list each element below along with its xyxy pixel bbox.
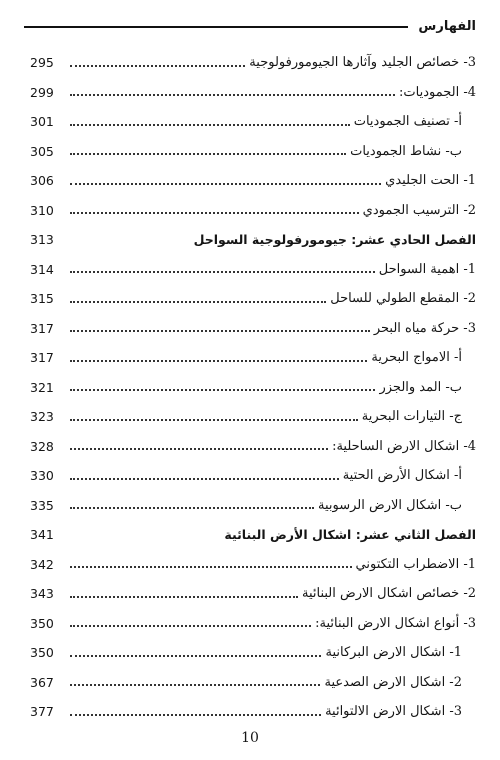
toc-entry — [30, 668, 476, 698]
toc-entry-label: 1- الحت الجليدي — [385, 173, 476, 189]
toc-entry — [30, 638, 476, 668]
toc-entry-label: ب- نشاط الجموديات — [350, 143, 462, 159]
toc-page-number: 330 — [30, 468, 54, 484]
dot-leader — [70, 271, 375, 273]
toc-entry-label: 2- اشكال الارض الصدعية — [324, 674, 462, 690]
dot-leader — [70, 596, 298, 598]
toc-entry — [30, 402, 476, 432]
dot-leader — [70, 330, 370, 332]
dot-leader — [70, 153, 346, 155]
toc-entry — [30, 137, 476, 167]
toc-entry-label: 4- اشكال الارض الساحلية: — [332, 438, 476, 454]
dot-leader — [70, 566, 352, 568]
toc-page-number: 341 — [30, 527, 54, 543]
dot-leader — [70, 124, 350, 126]
running-header — [24, 14, 476, 38]
toc-entry-label: 1- اهمية السواحل — [378, 261, 476, 277]
page-number: 10 — [241, 730, 259, 746]
toc-page-number: 295 — [30, 55, 54, 71]
toc-entry — [30, 432, 476, 462]
chapter-heading — [30, 520, 476, 550]
toc-page-number: 305 — [30, 143, 54, 159]
dot-leader — [70, 301, 326, 303]
dot-leader — [70, 389, 375, 391]
dot-leader — [70, 183, 381, 185]
dot-leader — [70, 684, 320, 686]
toc-entry-label: 4- الجموديات: — [399, 84, 476, 100]
toc-page-number: 317 — [30, 350, 54, 366]
toc-entry — [30, 78, 476, 108]
toc-page-number: 323 — [30, 409, 54, 425]
dot-leader — [70, 448, 328, 450]
toc-entry — [30, 314, 476, 344]
toc-entry-label: 3- أنواع اشكال الارض البنائية: — [315, 615, 476, 631]
toc-page-number: 315 — [30, 291, 54, 307]
toc-entry-label: أ- الامواج البحرية — [371, 350, 462, 366]
chapter-title: الفصل الثاني عشر: اشكال الأرض البنائية — [224, 527, 476, 543]
toc-entry — [30, 284, 476, 314]
toc-page-number: 328 — [30, 438, 54, 454]
toc-entry — [30, 48, 476, 78]
toc-entry — [30, 107, 476, 137]
toc-page-number: 367 — [30, 674, 54, 690]
toc-entry-label: 2- خصائص اشكال الارض البنائية — [301, 586, 476, 602]
toc-entry — [30, 343, 476, 373]
toc-page-number: 335 — [30, 497, 54, 513]
toc-entry — [30, 373, 476, 403]
dot-leader — [70, 507, 314, 509]
toc-entry-label: 1- الاضطراب التكتوني — [355, 556, 476, 572]
toc-entry-label: 3- خصائص الجليد وآثارها الجيومورفولوجية — [249, 55, 476, 71]
toc-entry-label: ج- التيارات البحرية — [361, 409, 462, 425]
toc-entry — [30, 697, 476, 727]
toc-entry — [30, 255, 476, 285]
toc-entry — [30, 461, 476, 491]
chapter-heading — [30, 225, 476, 255]
toc-entry-label: 1- اشكال الارض البركانية — [325, 645, 462, 661]
toc-entry-label: أ- تصنيف الجموديات — [353, 114, 462, 130]
toc-entry — [30, 579, 476, 609]
toc-page-number: 321 — [30, 379, 54, 395]
toc-entry — [30, 550, 476, 580]
header-title: الفهارس — [418, 18, 476, 34]
toc-page-number: 310 — [30, 202, 54, 218]
toc-page-number: 313 — [30, 232, 54, 248]
dot-leader — [70, 94, 395, 96]
toc-entry — [30, 609, 476, 639]
toc-page-number: 317 — [30, 320, 54, 336]
toc-page-number: 314 — [30, 261, 54, 277]
table-of-contents — [30, 48, 476, 727]
dot-leader — [70, 478, 339, 480]
dot-leader — [70, 360, 367, 362]
toc-page-number: 377 — [30, 704, 54, 720]
dot-leader — [70, 65, 245, 67]
toc-entry-label: أ- اشكال الأرض الحتية — [342, 468, 462, 484]
toc-entry-label: 2- المقطع الطولي للساحل — [330, 291, 476, 307]
dot-leader — [70, 419, 358, 421]
toc-entry-label: ب- اشكال الارض الرسوبية — [317, 497, 462, 513]
toc-entry — [30, 491, 476, 521]
header-rule — [24, 26, 408, 28]
toc-entry — [30, 166, 476, 196]
toc-page-number: 350 — [30, 645, 54, 661]
dot-leader — [70, 714, 321, 716]
toc-entry — [30, 196, 476, 226]
toc-entry-label: 3- اشكال الارض الالتوائية — [325, 704, 462, 720]
toc-page-number: 306 — [30, 173, 54, 189]
dot-leader — [70, 212, 359, 214]
toc-page-number: 299 — [30, 84, 54, 100]
toc-page-number: 301 — [30, 114, 54, 130]
toc-page-number: 342 — [30, 556, 54, 572]
toc-entry-label: 3- حركة مياه البحر — [373, 320, 476, 336]
toc-page-number: 350 — [30, 615, 54, 631]
toc-entry-label: 2- الترسيب الجمودي — [362, 202, 476, 218]
toc-entry-label: ب- المد والجزر — [379, 379, 462, 395]
toc-page-number: 343 — [30, 586, 54, 602]
chapter-title: الفصل الحادي عشر: جيومورفولوجية السواحل — [193, 232, 476, 248]
dot-leader — [70, 625, 311, 627]
dot-leader — [70, 655, 321, 657]
